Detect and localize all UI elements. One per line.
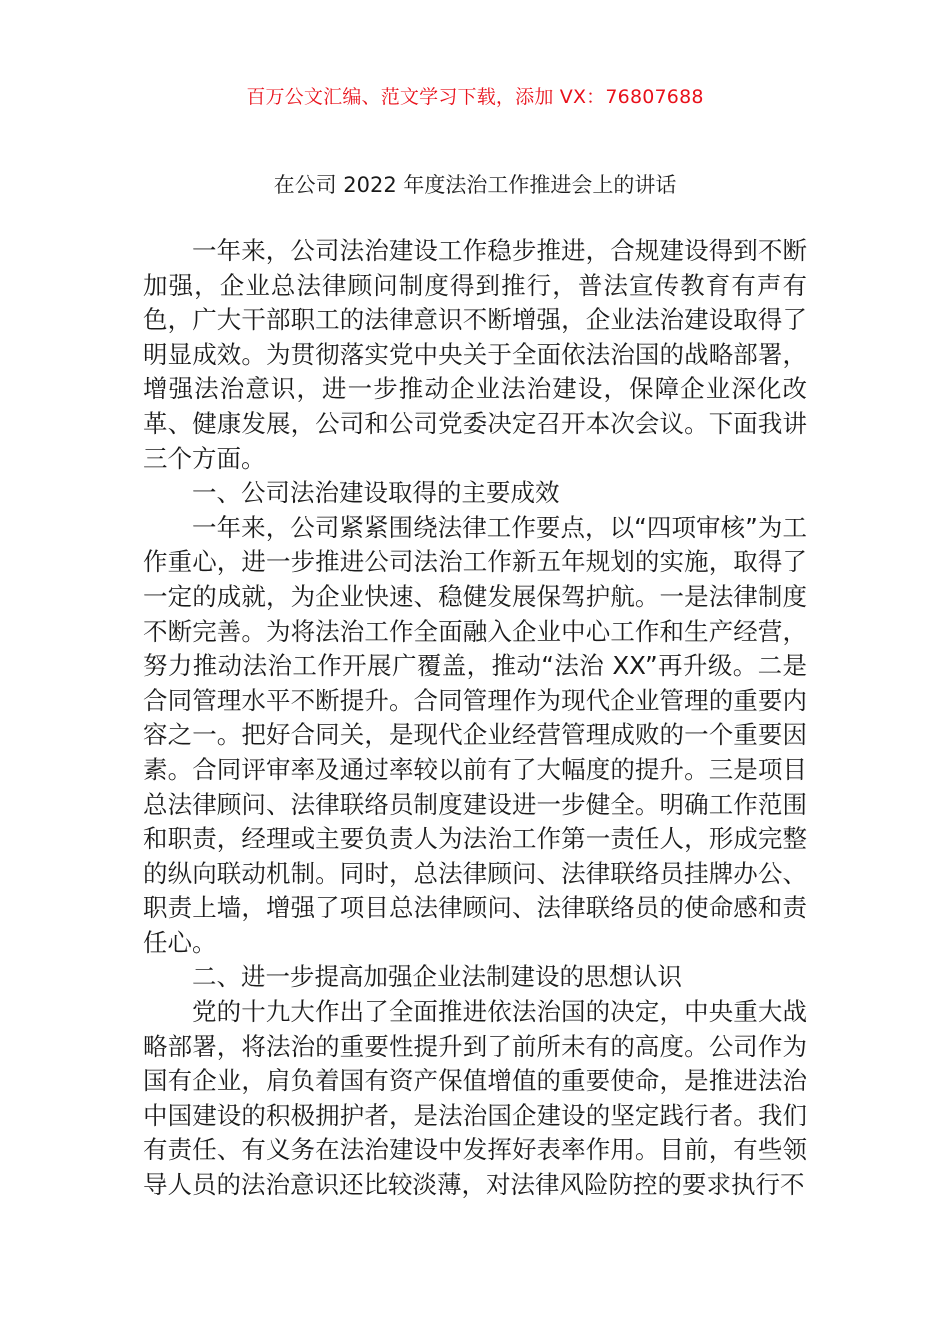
document-title: 在公司 2022 年度法治工作推进会上的讲话 [273, 173, 677, 197]
header-banner: 百万公文汇编、范文学习下载，添加 VX：76807688 [246, 86, 704, 108]
section-heading-1: 一、公司法治建设取得的主要成效 [192, 478, 560, 508]
paragraph-awareness: 党的十九大作出了全面推进依法治国的决定，中央重大战略部署，将法治的重要性提升到了前所未有的高度。公司作为国有企业，肩负着国有资产保值增值的重要使命，是推进法治中国建设的积极拥护者，是法治国企建设的坚定践行者。我们有责任、有义务在法治建设中发挥好表率作用。目前，有些领导人员的法治意识还比较淡薄，对法律风险防控的要求执行不 [143, 997, 807, 1200]
document-body [143, 234, 807, 1203]
paragraph-intro: 一年来，公司法治建设工作稳步推进，合规建设得到不断加强，企业总法律顾问制度得到推行，普法宣传教育有声有色，广大干部职工的法律意识不断增强，企业法治建设取得了明显成效。为贯彻落实党中央关于全面依法治国的战略部署，增强法治意识，进一步推动企业法治建设，保障企业深化改革、健康发展，公司和公司党委决定召开本次会议。下面我讲三个方面。 [143, 236, 807, 473]
paragraph-achievements: 一年来，公司紧紧围绕法律工作要点，以“四项审核”为工作重心，进一步推进公司法治工作新五年规划的实施，取得了一定的成就，为企业快速、稳健发展保驾护航。一是法律制度不断完善。为将法治工作全面融入企业中心工作和生产经营，努力推动法治工作开展广覆盖，推动“法治 XX”再升级。二是合同管理水平不断提升。合同管理作为现代企业管理的重要内容之一。把好合同关，是现代企业经营管理成败的一个重要因素。合同评审率及通过率较以前有了大幅度的提升。三是项目总法律顾问、法律联络员制度建设进一步健全。明确工作范围和职责，经理或主要负责人为法治工作第一责任人，形成完整的纵向联动机制。同时，总法律顾问、法律联络员挂牌办公、职责上墙，增强了项目总法律顾问、法律联络员的使命感和责任心。 [143, 512, 807, 957]
section-heading-2: 二、进一步提高加强企业法制建设的思想认识 [192, 962, 682, 992]
